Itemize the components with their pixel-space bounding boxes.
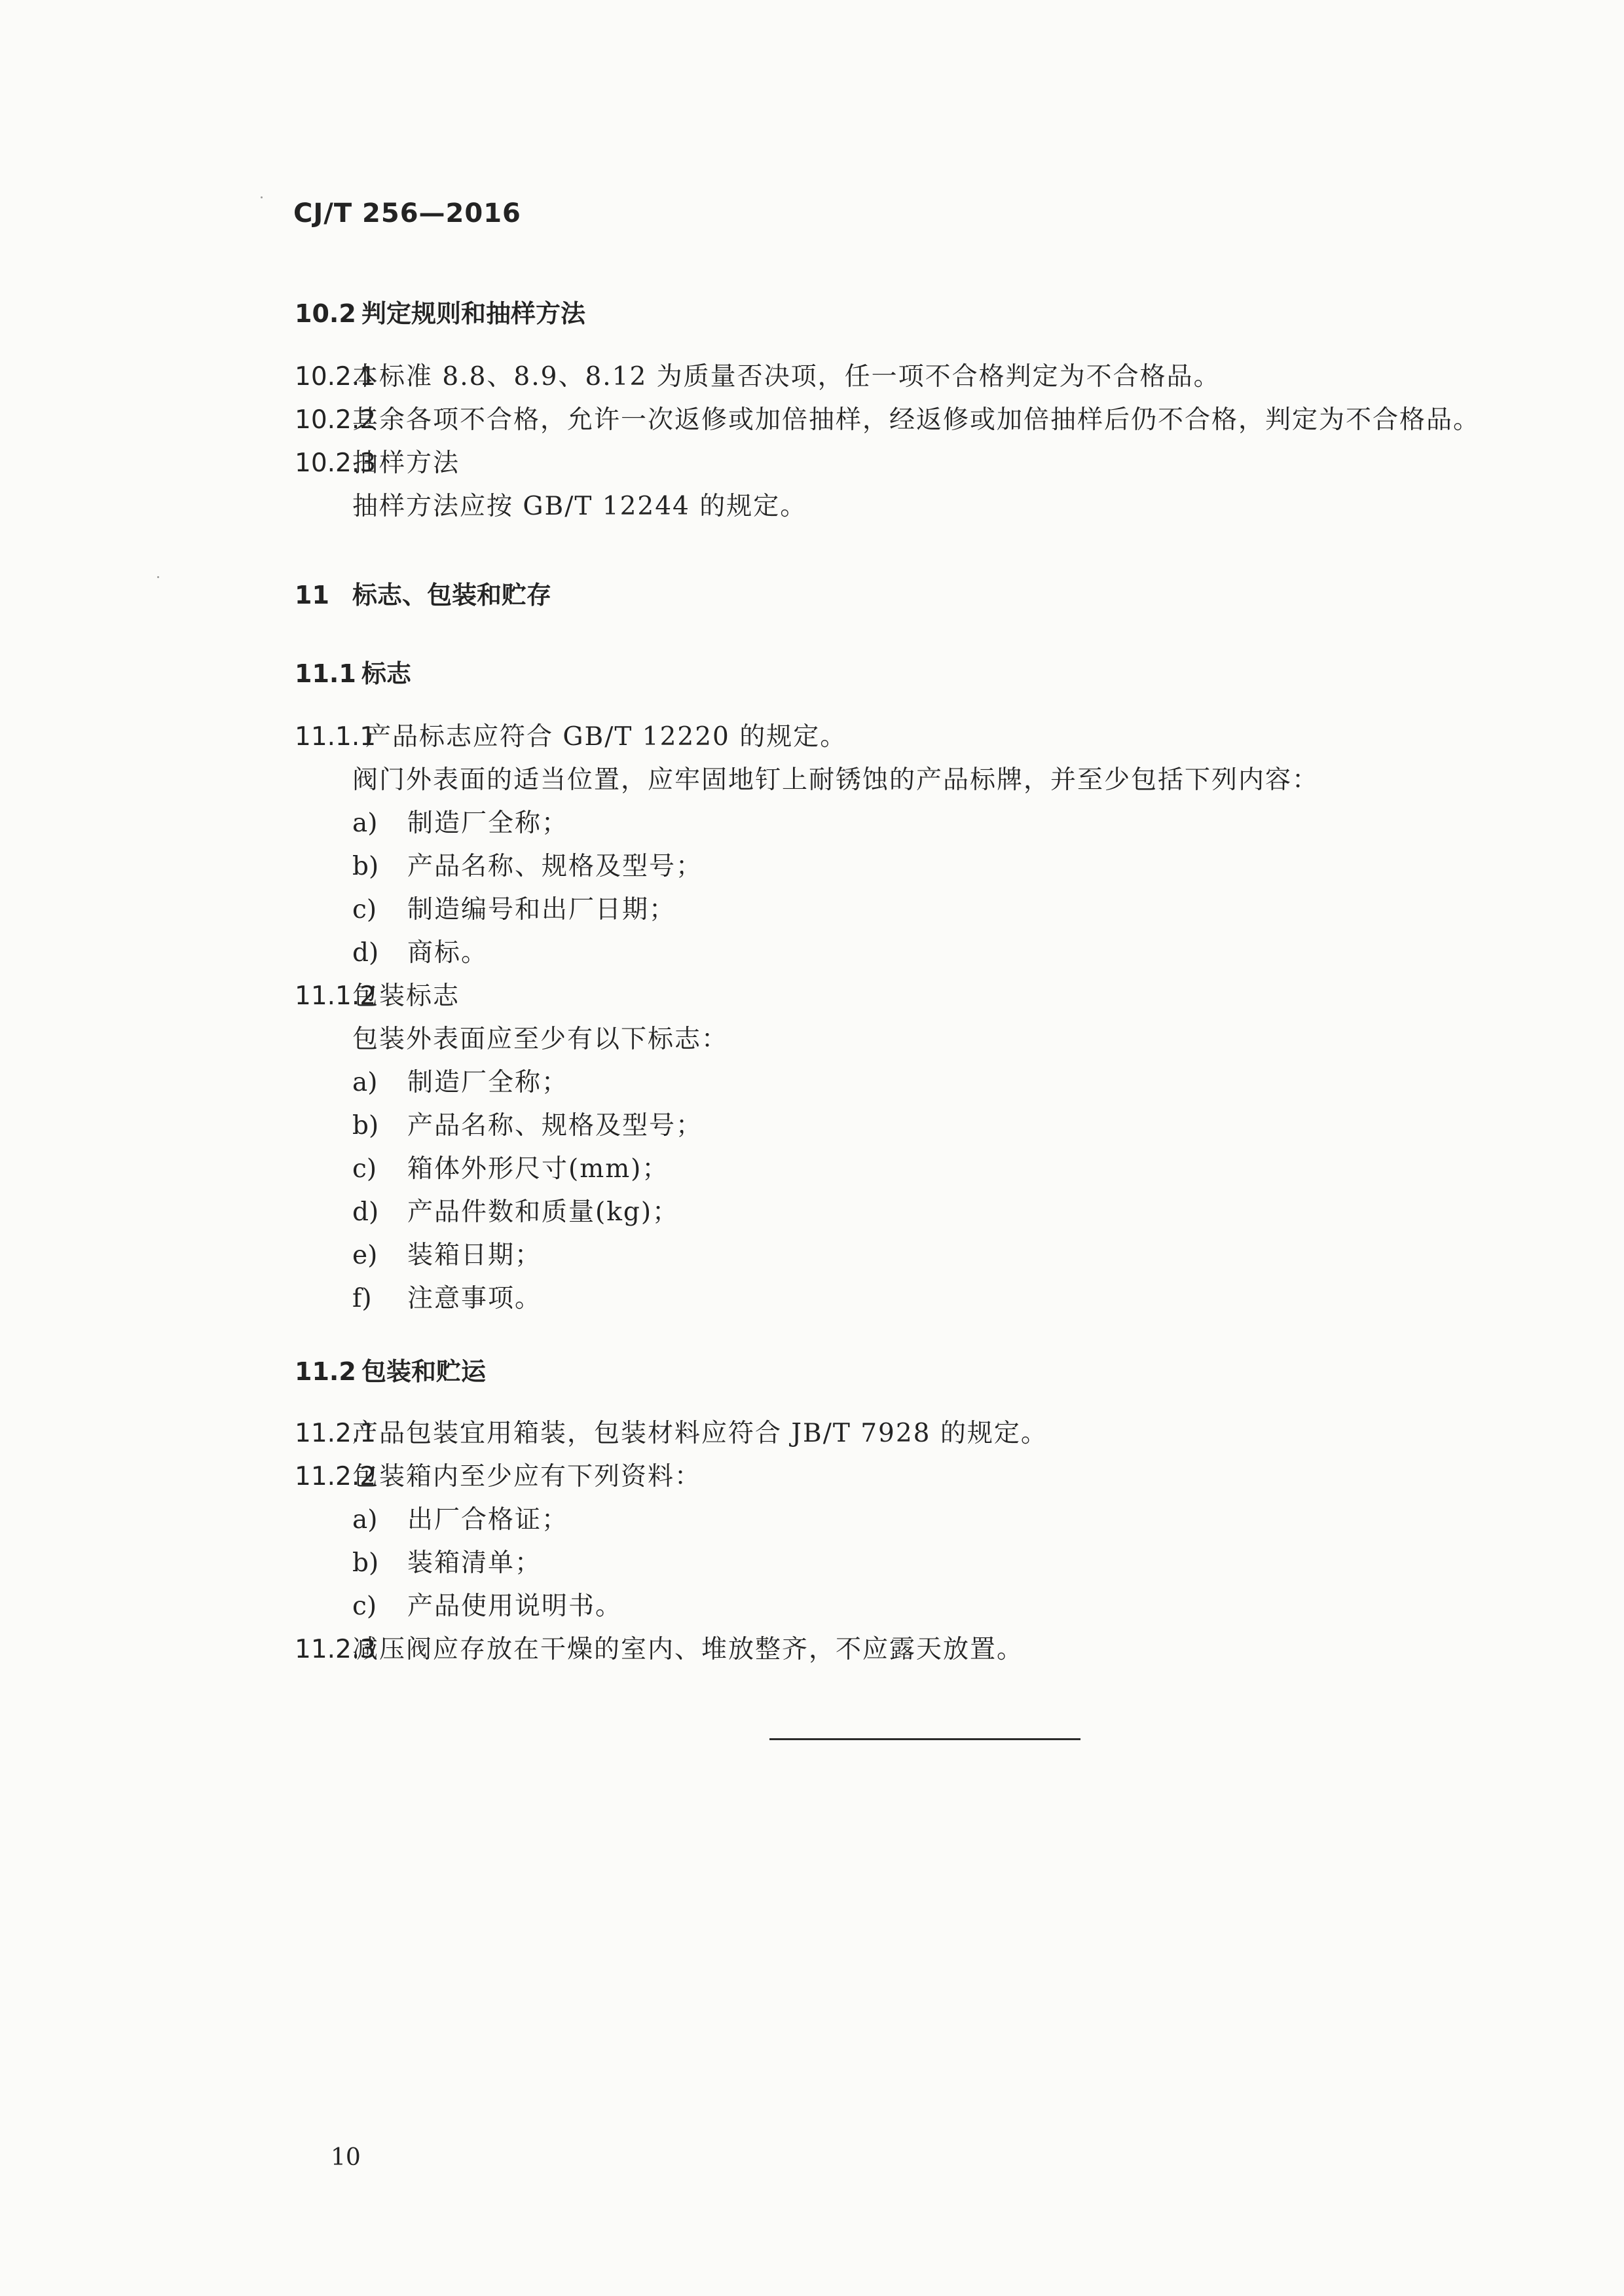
list-text: 装箱日期； [407, 1241, 542, 1270]
scan-speck [157, 576, 159, 578]
paragraph: 阀门外表面的适当位置，应牢固地钉上耐锈蚀的产品标牌，并至少包括下列内容： [352, 765, 1320, 795]
section-11-1-heading [295, 661, 411, 686]
clause-title: 抽样方法 [352, 448, 460, 478]
list-item [352, 1243, 542, 1268]
list-text: 装箱清单； [407, 1548, 542, 1578]
section-11-2-heading [295, 1359, 486, 1384]
section-title: 包装和贮运 [361, 1357, 487, 1386]
section-number: 11 [295, 581, 329, 610]
list-label: f) [352, 1284, 372, 1313]
list-item [352, 1286, 542, 1311]
list-text: 产品名称、规格及型号； [407, 1111, 703, 1140]
scan-speck [261, 196, 263, 198]
list-item [352, 940, 488, 966]
clause-11-1-1 [295, 724, 847, 750]
section-10-2-heading [295, 301, 585, 326]
list-label: e) [352, 1241, 378, 1270]
list-text: 产品名称、规格及型号； [407, 852, 703, 881]
section-number: 10.2 [295, 299, 356, 328]
list-label: d) [352, 938, 379, 968]
document-id: CJ/T 256—2016 [293, 198, 521, 228]
list-text: 制造厂全称； [407, 809, 569, 838]
list-label: a) [352, 809, 378, 838]
section-title: 判定规则和抽样方法 [361, 299, 586, 328]
clause-10-2-1 [295, 364, 1221, 390]
list-text: 出厂合格证； [407, 1505, 569, 1535]
clause-number: 11.2.1 [295, 1419, 377, 1448]
clause-number: 11.2.2 [295, 1462, 377, 1491]
list-text: 商标。 [407, 938, 489, 968]
clause-number: 11.2.3 [295, 1635, 377, 1664]
list-item [352, 1199, 679, 1225]
list-text: 制造编号和出厂日期； [407, 895, 676, 924]
list-label: b) [352, 852, 379, 881]
list-item [352, 1550, 542, 1576]
clause-number: 10.2.2 [295, 405, 377, 435]
list-text: 产品使用说明书。 [407, 1592, 623, 1621]
list-item [352, 1070, 568, 1095]
list-label: b) [352, 1111, 379, 1140]
list-text: 制造厂全称； [407, 1068, 569, 1097]
clause-number: 10.2.3 [295, 448, 377, 478]
clause-11-2-3 [295, 1637, 1024, 1662]
section-number: 11.2 [295, 1357, 356, 1386]
list-item [352, 1156, 669, 1182]
paragraph: 包装外表面应至少有以下标志： [352, 1025, 729, 1054]
list-item [352, 854, 703, 879]
clause-number: 11.1.1 [295, 722, 377, 752]
clause-number: 10.2.1 [295, 362, 377, 392]
section-number: 11.1 [295, 659, 356, 688]
section-11-heading [295, 583, 551, 608]
list-label: b) [352, 1548, 379, 1578]
list-label: c) [352, 895, 377, 924]
clause-title: 包装标志 [352, 981, 460, 1011]
clause-text: 其余各项不合格，允许一次返修或加倍抽样，经返修或加倍抽样后仍不合格，判定为不合格品。 [352, 405, 1481, 435]
page-number: 10 [331, 2144, 361, 2171]
clause-11-2-1 [295, 1421, 1048, 1446]
clause-text: 产品包装宜用箱装，包装材料应符合 JB/T 7928 的规定。 [352, 1419, 1048, 1448]
list-label: c) [352, 1592, 377, 1621]
clause-text: 包装箱内至少应有下列资料： [352, 1462, 702, 1491]
list-text: 产品件数和质量(kg)； [407, 1197, 680, 1227]
end-rule [769, 1738, 1080, 1740]
clause-text: 减压阀应存放在干燥的室内、堆放整齐，不应露天放置。 [352, 1635, 1024, 1664]
clause-number: 11.1.2 [295, 981, 377, 1011]
section-title: 标志 [361, 659, 412, 688]
list-item [352, 1113, 703, 1139]
list-label: a) [352, 1068, 378, 1097]
list-label: d) [352, 1197, 379, 1227]
list-label: a) [352, 1505, 378, 1535]
list-item [352, 1594, 622, 1619]
clause-10-2-2 [295, 407, 1480, 433]
list-label: c) [352, 1154, 377, 1184]
list-item [352, 897, 676, 922]
list-text: 注意事项。 [407, 1284, 542, 1313]
paragraph: 抽样方法应按 GB/T 12244 的规定。 [352, 492, 807, 521]
section-title: 标志、包装和贮存 [352, 581, 552, 610]
clause-text: 产品标志应符合 GB/T 12220 的规定。 [365, 722, 847, 752]
clause-10-2-3 [295, 450, 460, 476]
clause-11-1-2 [295, 983, 460, 1009]
list-item [352, 811, 568, 836]
clause-11-2-2 [295, 1464, 701, 1489]
list-item [352, 1507, 568, 1533]
list-text: 箱体外形尺寸(mm)； [407, 1154, 669, 1184]
clause-text: 本标准 8.8、8.9、8.12 为质量否决项，任一项不合格判定为不合格品。 [352, 362, 1221, 392]
